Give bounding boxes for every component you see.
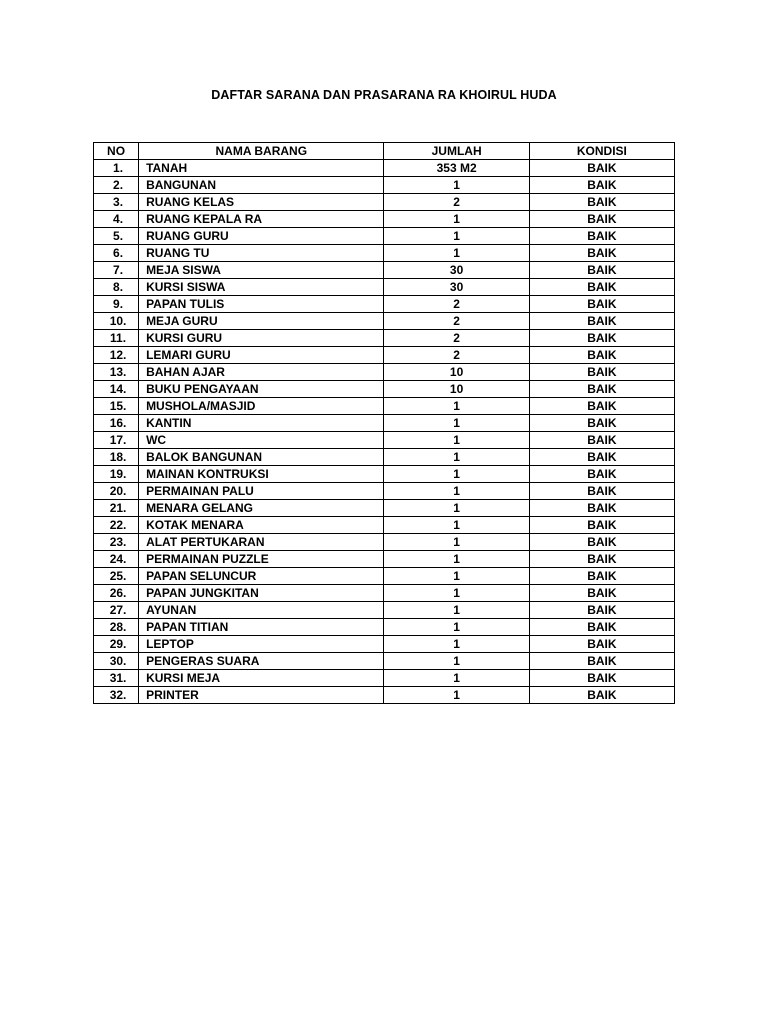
cell-qty: 1 <box>384 432 529 449</box>
header-qty: JUMLAH <box>384 143 529 160</box>
cell-name: PAPAN SELUNCUR <box>139 568 384 585</box>
table-row <box>94 262 675 279</box>
cell-name: MENARA GELANG <box>139 500 384 517</box>
cell-no: 9. <box>94 296 139 313</box>
cell-condition: BAIK <box>529 364 674 381</box>
cell-condition: BAIK <box>529 262 674 279</box>
cell-qty: 1 <box>384 211 529 228</box>
table-row <box>94 670 675 687</box>
cell-no: 11. <box>94 330 139 347</box>
cell-no: 24. <box>94 551 139 568</box>
cell-qty: 10 <box>384 381 529 398</box>
cell-condition: BAIK <box>529 347 674 364</box>
cell-name: BALOK BANGUNAN <box>139 449 384 466</box>
table-row <box>94 585 675 602</box>
cell-qty: 1 <box>384 398 529 415</box>
cell-no: 27. <box>94 602 139 619</box>
cell-no: 23. <box>94 534 139 551</box>
cell-condition: BAIK <box>529 602 674 619</box>
cell-qty: 30 <box>384 279 529 296</box>
table-row <box>94 483 675 500</box>
cell-qty: 1 <box>384 653 529 670</box>
cell-qty: 2 <box>384 313 529 330</box>
cell-name: KANTIN <box>139 415 384 432</box>
cell-condition: BAIK <box>529 483 674 500</box>
table-body <box>94 160 675 704</box>
table-row <box>94 653 675 670</box>
cell-condition: BAIK <box>529 279 674 296</box>
cell-name: RUANG TU <box>139 245 384 262</box>
cell-condition: BAIK <box>529 585 674 602</box>
cell-name: PAPAN JUNGKITAN <box>139 585 384 602</box>
cell-name: TANAH <box>139 160 384 177</box>
cell-qty: 1 <box>384 534 529 551</box>
cell-no: 14. <box>94 381 139 398</box>
cell-name: PAPAN TITIAN <box>139 619 384 636</box>
cell-condition: BAIK <box>529 534 674 551</box>
cell-qty: 1 <box>384 483 529 500</box>
cell-no: 21. <box>94 500 139 517</box>
cell-condition: BAIK <box>529 517 674 534</box>
cell-qty: 1 <box>384 551 529 568</box>
cell-qty: 1 <box>384 517 529 534</box>
cell-name: BAHAN AJAR <box>139 364 384 381</box>
cell-no: 6. <box>94 245 139 262</box>
cell-no: 8. <box>94 279 139 296</box>
cell-name: RUANG GURU <box>139 228 384 245</box>
table-row <box>94 160 675 177</box>
cell-qty: 1 <box>384 500 529 517</box>
cell-no: 15. <box>94 398 139 415</box>
cell-condition: BAIK <box>529 466 674 483</box>
cell-no: 30. <box>94 653 139 670</box>
cell-name: MEJA SISWA <box>139 262 384 279</box>
header-condition: KONDISI <box>529 143 674 160</box>
cell-condition: BAIK <box>529 568 674 585</box>
cell-name: MAINAN KONTRUKSI <box>139 466 384 483</box>
table-row <box>94 432 675 449</box>
cell-condition: BAIK <box>529 398 674 415</box>
cell-no: 2. <box>94 177 139 194</box>
table-row <box>94 398 675 415</box>
cell-qty: 1 <box>384 245 529 262</box>
table-header <box>94 143 675 160</box>
cell-no: 31. <box>94 670 139 687</box>
cell-no: 10. <box>94 313 139 330</box>
table-row <box>94 296 675 313</box>
cell-no: 17. <box>94 432 139 449</box>
cell-no: 32. <box>94 687 139 704</box>
cell-condition: BAIK <box>529 177 674 194</box>
cell-no: 20. <box>94 483 139 500</box>
cell-qty: 1 <box>384 177 529 194</box>
cell-qty: 1 <box>384 568 529 585</box>
cell-no: 12. <box>94 347 139 364</box>
cell-name: ALAT PERTUKARAN <box>139 534 384 551</box>
table-row <box>94 347 675 364</box>
cell-qty: 1 <box>384 636 529 653</box>
cell-name: KURSI GURU <box>139 330 384 347</box>
cell-condition: BAIK <box>529 449 674 466</box>
cell-name: KOTAK MENARA <box>139 517 384 534</box>
cell-condition: BAIK <box>529 551 674 568</box>
cell-qty: 2 <box>384 330 529 347</box>
table-row <box>94 687 675 704</box>
table-row <box>94 364 675 381</box>
cell-no: 13. <box>94 364 139 381</box>
cell-condition: BAIK <box>529 194 674 211</box>
cell-qty: 1 <box>384 619 529 636</box>
cell-qty: 1 <box>384 228 529 245</box>
cell-condition: BAIK <box>529 619 674 636</box>
table-row <box>94 568 675 585</box>
cell-condition: BAIK <box>529 211 674 228</box>
cell-name: MUSHOLA/MASJID <box>139 398 384 415</box>
cell-qty: 1 <box>384 602 529 619</box>
cell-name: PENGERAS SUARA <box>139 653 384 670</box>
cell-condition: BAIK <box>529 500 674 517</box>
cell-no: 18. <box>94 449 139 466</box>
cell-no: 7. <box>94 262 139 279</box>
table-row <box>94 313 675 330</box>
cell-qty: 1 <box>384 415 529 432</box>
cell-condition: BAIK <box>529 653 674 670</box>
cell-name: BANGUNAN <box>139 177 384 194</box>
cell-condition: BAIK <box>529 296 674 313</box>
table-row <box>94 534 675 551</box>
cell-qty: 1 <box>384 585 529 602</box>
table-row <box>94 619 675 636</box>
cell-no: 22. <box>94 517 139 534</box>
cell-no: 29. <box>94 636 139 653</box>
cell-no: 5. <box>94 228 139 245</box>
cell-condition: BAIK <box>529 636 674 653</box>
cell-no: 16. <box>94 415 139 432</box>
document-title: DAFTAR SARANA DAN PRASARANA RA KHOIRUL HUDA <box>211 88 557 102</box>
inventory-table <box>93 142 675 704</box>
cell-condition: BAIK <box>529 245 674 262</box>
cell-no: 3. <box>94 194 139 211</box>
table-row <box>94 517 675 534</box>
cell-qty: 1 <box>384 466 529 483</box>
table-row <box>94 381 675 398</box>
cell-name: PAPAN TULIS <box>139 296 384 313</box>
cell-condition: BAIK <box>529 160 674 177</box>
cell-condition: BAIK <box>529 228 674 245</box>
table-row <box>94 500 675 517</box>
table-row <box>94 279 675 296</box>
header-name: NAMA BARANG <box>139 143 384 160</box>
cell-qty: 2 <box>384 194 529 211</box>
cell-name: PERMAINAN PALU <box>139 483 384 500</box>
cell-qty: 2 <box>384 347 529 364</box>
cell-no: 26. <box>94 585 139 602</box>
cell-condition: BAIK <box>529 670 674 687</box>
table-row <box>94 636 675 653</box>
cell-name: AYUNAN <box>139 602 384 619</box>
table-row <box>94 551 675 568</box>
cell-qty: 2 <box>384 296 529 313</box>
cell-condition: BAIK <box>529 381 674 398</box>
table-row <box>94 211 675 228</box>
cell-name: RUANG KELAS <box>139 194 384 211</box>
cell-qty: 1 <box>384 687 529 704</box>
table-row <box>94 466 675 483</box>
header-row <box>94 143 675 160</box>
cell-name: WC <box>139 432 384 449</box>
table-row <box>94 245 675 262</box>
cell-name: RUANG KEPALA RA <box>139 211 384 228</box>
table-row <box>94 330 675 347</box>
cell-condition: BAIK <box>529 330 674 347</box>
table-row <box>94 194 675 211</box>
cell-condition: BAIK <box>529 687 674 704</box>
cell-name: KURSI MEJA <box>139 670 384 687</box>
cell-name: MEJA GURU <box>139 313 384 330</box>
cell-no: 25. <box>94 568 139 585</box>
cell-qty: 10 <box>384 364 529 381</box>
cell-no: 1. <box>94 160 139 177</box>
table-row <box>94 602 675 619</box>
cell-qty: 30 <box>384 262 529 279</box>
cell-condition: BAIK <box>529 313 674 330</box>
cell-name: LEPTOP <box>139 636 384 653</box>
cell-qty: 1 <box>384 670 529 687</box>
cell-no: 28. <box>94 619 139 636</box>
cell-name: LEMARI GURU <box>139 347 384 364</box>
table-row <box>94 177 675 194</box>
cell-condition: BAIK <box>529 432 674 449</box>
table-row <box>94 449 675 466</box>
header-no: NO <box>94 143 139 160</box>
table-row <box>94 415 675 432</box>
cell-name: BUKU PENGAYAAN <box>139 381 384 398</box>
cell-condition: BAIK <box>529 415 674 432</box>
table-row <box>94 228 675 245</box>
cell-name: PRINTER <box>139 687 384 704</box>
cell-qty: 353 M2 <box>384 160 529 177</box>
cell-name: KURSI SISWA <box>139 279 384 296</box>
cell-qty: 1 <box>384 449 529 466</box>
cell-name: PERMAINAN PUZZLE <box>139 551 384 568</box>
cell-no: 4. <box>94 211 139 228</box>
cell-no: 19. <box>94 466 139 483</box>
